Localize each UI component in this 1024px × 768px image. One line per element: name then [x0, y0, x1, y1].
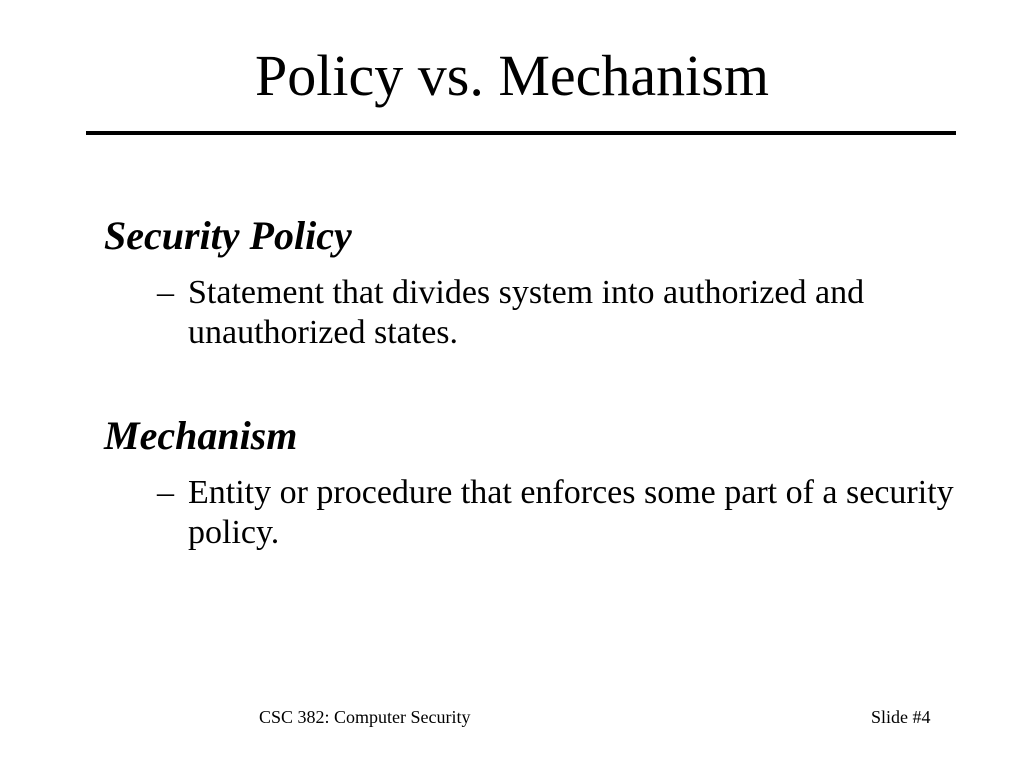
- footer-course-name: CSC 382: Computer Security: [259, 707, 471, 727]
- title-divider: [86, 131, 956, 135]
- heading-mechanism: Mechanism: [104, 413, 298, 458]
- bullet-mechanism-definition: [157, 473, 977, 553]
- footer-slide-number: Slide #4: [871, 707, 931, 727]
- bullet-dash: –: [157, 274, 174, 311]
- slide-title: Policy vs. Mechanism: [255, 43, 769, 108]
- bullet-text: Statement that divides system into authorized and unauthorized states.: [188, 274, 865, 351]
- heading-security-policy: Security Policy: [104, 213, 352, 258]
- bullet-security-policy-definition: [157, 273, 977, 353]
- bullet-text: Entity or procedure that enforces some part of a security policy.: [188, 474, 954, 551]
- bullet-dash: –: [157, 474, 174, 511]
